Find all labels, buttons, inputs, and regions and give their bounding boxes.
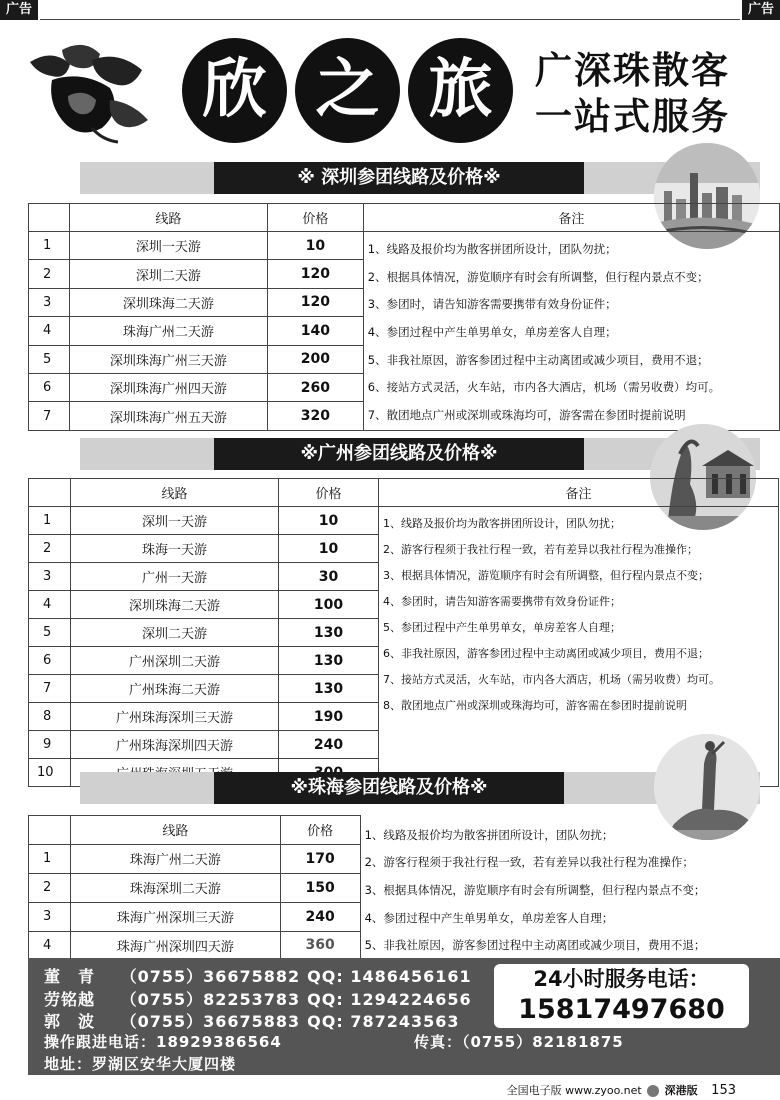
col-notes: 备注 (379, 479, 779, 507)
route-name: 广州珠海深圳四天游 (71, 731, 279, 759)
contact-phone: （0755）82253783 (120, 990, 301, 1009)
note: 5、参团过程中产生单男单女，单房差客人自理； (383, 621, 621, 634)
price: 200 (268, 345, 364, 373)
contact-row (44, 964, 472, 987)
contact-phone: （0755）36675882 (120, 967, 301, 986)
price: 120 (268, 288, 364, 316)
price: 130 (279, 619, 379, 647)
table-row (29, 232, 780, 260)
row-no: 3 (29, 902, 71, 931)
edition-icon (647, 1085, 659, 1097)
top-divider (40, 19, 740, 20)
route-name: 深圳一天游 (71, 507, 279, 535)
route-name: 深圳珠海广州四天游 (69, 373, 267, 401)
contact-qq: QQ: 1486456161 (307, 967, 472, 986)
price: 190 (279, 703, 379, 731)
contact-qq: QQ: 787243563 (307, 1012, 460, 1031)
route-name: 深圳二天游 (69, 260, 267, 288)
note: 1、线路及报价均为散客拼团所设计，团队勿扰； (367, 242, 617, 256)
price: 10 (279, 535, 379, 563)
note: 6、非我社原因，游客参团过程中主动离团或减少项目，费用不退； (383, 647, 709, 660)
route-name: 广州珠海深圳三天游 (71, 703, 279, 731)
row-no: 3 (29, 288, 70, 316)
contact-row (44, 1009, 460, 1032)
row-no: 8 (29, 703, 71, 731)
row-no: 4 (29, 591, 71, 619)
page-number: 153 (711, 1083, 736, 1098)
note: 1、线路及报价均为散客拼团所设计，团队勿扰； (364, 827, 614, 842)
col-route: 线路 (71, 479, 279, 507)
row-no: 9 (29, 731, 71, 759)
zhuhai-table (28, 815, 780, 960)
shenzhen-table (28, 203, 780, 431)
route-name: 珠海一天游 (71, 535, 279, 563)
brand-char-2: 之 (295, 38, 400, 143)
guangzhou-title: ※广州参团线路及价格※ (214, 438, 584, 470)
price: 100 (279, 591, 379, 619)
price: 240 (279, 731, 379, 759)
route-name: 广州深圳二天游 (71, 647, 279, 675)
note: 1、线路及报价均为散客拼团所设计，团队勿扰； (383, 517, 621, 530)
fax: 传真：（0755）82181875 (414, 1033, 624, 1051)
route-name: 珠海广州深圳四天游 (70, 931, 280, 960)
row-no: 2 (29, 260, 70, 288)
note: 8、散团地点广州或深圳或珠海均可，游客需在参团时提前说明 (383, 699, 687, 712)
row-no: 1 (29, 232, 70, 260)
guangzhou-table (28, 478, 779, 787)
price: 130 (279, 647, 379, 675)
route-name: 珠海广州二天游 (70, 844, 280, 873)
note: 4、参团过程中产生单男单女，单房差客人自理； (364, 910, 614, 925)
slogan-line-2: 一站式服务 (535, 95, 730, 138)
note: 5、非我社原因，游客参团过程中主动离团或减少项目，费用不退； (364, 938, 706, 953)
contact-qq: QQ: 1294224656 (307, 990, 472, 1009)
row-no: 2 (29, 535, 71, 563)
note: 3、参团时，请告知游客需要携带有效身份证件； (367, 297, 617, 312)
route-name: 广州珠海二天游 (71, 675, 279, 703)
brand-char-1: 欣 (182, 38, 287, 143)
contact-name: 董 青 (44, 967, 96, 986)
route-name: 广州一天游 (71, 563, 279, 591)
price: 260 (268, 373, 364, 401)
note: 3、根据具体情况，游览顺序有时会有所调整，但行程内景点不变； (364, 882, 706, 897)
row-no: 3 (29, 563, 71, 591)
price: 120 (268, 260, 364, 288)
note: 2、游客行程须于我社行程一致，若有差异以我社行程为准操作； (364, 855, 694, 870)
note: 3、根据具体情况，游览顺序有时会有所调整，但行程内景点不变； (383, 569, 709, 582)
route-name: 深圳珠海二天游 (69, 288, 267, 316)
price: 360 (280, 931, 360, 960)
price: 30 (279, 563, 379, 591)
col-price: 价格 (268, 204, 364, 232)
route-name: 珠海广州深圳三天游 (70, 902, 280, 931)
edition-label: 深港版 (664, 1084, 698, 1097)
row-no: 10 (29, 759, 71, 787)
note: 2、根据具体情况，游览顺序有时会有所调整，但行程内景点不变； (367, 269, 709, 284)
notes-cell (360, 816, 780, 960)
ad-label-right: 广告 (742, 0, 780, 20)
route-name: 深圳珠海二天游 (71, 591, 279, 619)
price: 320 (268, 402, 364, 430)
note: 2、游客行程须于我社行程一致，若有差异以我社行程为准操作； (383, 543, 698, 556)
note: 5、非我社原因，游客参团过程中主动离团或减少项目，费用不退； (367, 352, 709, 367)
row-no: 7 (29, 402, 70, 430)
hotline-label: 24小时服务电话： (533, 967, 710, 991)
slogan-line-1: 广深珠散客 (535, 49, 730, 92)
zhuhai-title: ※珠海参团线路及价格※ (214, 772, 564, 804)
route-name: 珠海深圳二天游 (70, 873, 280, 902)
row-no: 2 (29, 873, 71, 902)
contact-name: 郭 波 (44, 1012, 96, 1031)
route-name: 深圳珠海广州五天游 (69, 402, 267, 430)
note: 4、参团过程中产生单男单女，单房差客人自理； (367, 325, 617, 340)
note: 7、接站方式灵活，火车站，市内各大酒店，机场（需另收费）均可。 (383, 673, 720, 686)
route-name: 珠海广州二天游 (69, 317, 267, 345)
route-name: 深圳珠海广州三天游 (69, 345, 267, 373)
ad-label-left: 广告 (0, 0, 38, 20)
price: 130 (279, 675, 379, 703)
row-no: 7 (29, 675, 71, 703)
hotline-number: 15817497680 (518, 994, 725, 1025)
row-no: 1 (29, 507, 71, 535)
brand-char-3: 旅 (408, 38, 513, 143)
price: 240 (280, 902, 360, 931)
row-no: 6 (29, 647, 71, 675)
price: 10 (268, 232, 364, 260)
col-price: 价格 (279, 479, 379, 507)
col-notes: 备注 (363, 204, 779, 232)
site-url: 全国电子版 www.zyoo.net (506, 1084, 642, 1097)
note: 6、接站方式灵活，火车站，市内各大酒店，机场（需另收费）均可。 (367, 380, 721, 395)
col-route: 线路 (70, 816, 280, 845)
route-name: 深圳一天游 (69, 232, 267, 260)
contact-row (44, 987, 472, 1010)
page-footer (507, 1082, 736, 1098)
slogan (535, 48, 730, 140)
contact-phone: （0755）36675883 (120, 1012, 301, 1031)
note: 7、散团地点广州或深圳或珠海均可，游客需在参团时提前说明 (367, 408, 686, 423)
row-no: 6 (29, 373, 70, 401)
contact-name: 劳铭越 (44, 990, 96, 1009)
shenzhen-title: ※ 深圳参团线路及价格※ (214, 162, 584, 194)
row-no: 5 (29, 619, 71, 647)
note: 4、参团时，请告知游客需要携带有效身份证件； (383, 595, 621, 608)
flower-logo-icon (22, 40, 157, 145)
contact-footer (28, 958, 780, 1075)
hotline-box (494, 964, 749, 1028)
col-route: 线路 (69, 204, 267, 232)
price: 140 (268, 317, 364, 345)
row-no: 4 (29, 931, 71, 960)
route-name: 深圳二天游 (71, 619, 279, 647)
ops-phone: 操作跟进电话：18929386564 (44, 1033, 282, 1051)
row-no: 5 (29, 345, 70, 373)
price: 150 (280, 873, 360, 902)
address: 地址：罗湖区安华大厦四楼 (44, 1055, 237, 1073)
row-no: 4 (29, 317, 70, 345)
price: 10 (279, 507, 379, 535)
price: 170 (280, 844, 360, 873)
col-price: 价格 (280, 816, 360, 845)
notes-cell (363, 232, 779, 431)
table-row (29, 507, 779, 535)
row-no: 1 (29, 844, 71, 873)
